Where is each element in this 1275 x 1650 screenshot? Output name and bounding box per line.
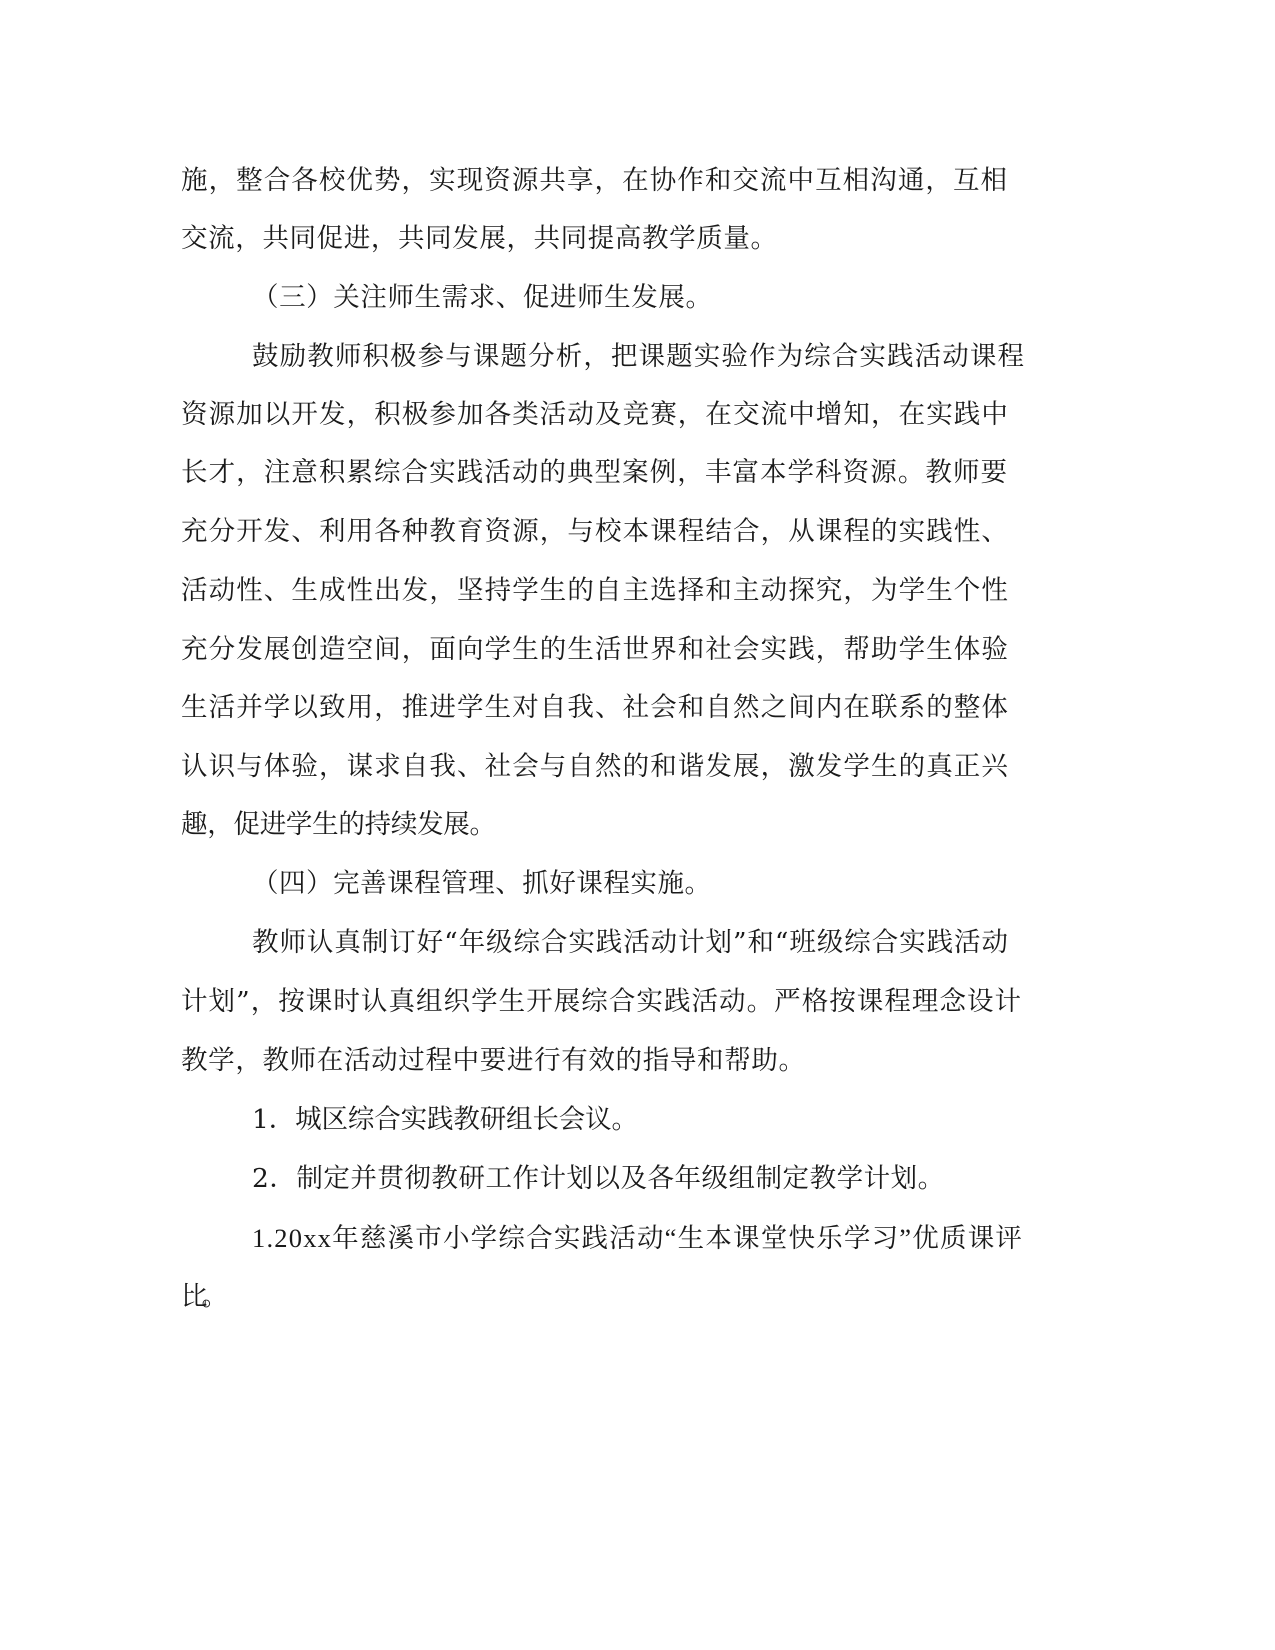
body-line-4: 鼓励教师积极参与课题分析，把课题实验作为综合实践活动课程 — [252, 341, 1026, 372]
body-line-15: 计划”，按课时认真组织学生开展综合实践活动。严格按课程理念设计 — [181, 986, 1023, 1017]
section-heading-3: （三）关注师生需求、促进师生发展。 — [252, 282, 713, 313]
body-line-7: 充分开发、利用各种教育资源，与校本课程结合，从课程的实践性、 — [181, 516, 1009, 547]
body-line-9: 充分发展创造空间，面向学生的生活世界和社会实践，帮助学生体验 — [181, 634, 1009, 665]
list-item-2: 2．制定并贯彻教研工作计划以及各年级组制定教学计划。 — [252, 1163, 945, 1194]
body-line-16: 教学，教师在活动过程中要进行有效的指导和帮助。 — [181, 1045, 806, 1076]
body-line-1: 施，整合各校优势，实现资源共享，在协作和交流中互相沟通，互相 — [181, 165, 1009, 196]
section-heading-4: （四）完善课程管理、抓好课程实施。 — [252, 868, 712, 899]
body-line-12: 趣，促进学生的持续发展。 — [181, 809, 496, 840]
body-line-14: 教师认真制订好“年级综合实践活动计划”和“班级综合实践活动 — [252, 927, 1009, 958]
body-line-2: 交流，共同促进，共同发展，共同提高教学质量。 — [181, 223, 778, 254]
body-line-5: 资源加以开发，积极参加各类活动及竞赛，在交流中增知，在实践中 — [181, 399, 1009, 430]
list-item-1: 1．城区综合实践教研组长会议。 — [252, 1104, 638, 1135]
body-line-10: 生活并学以致用，推进学生对自我、社会和自然之间内在联系的整体 — [181, 692, 1009, 723]
list-item-3: 1.20xx年慈溪市小学综合实践活动“生本课堂快乐学习”优质课评 — [252, 1223, 1024, 1253]
body-line-6: 长才，注意积累综合实践活动的典型案例，丰富本学科资源。教师要 — [181, 457, 1009, 488]
body-line-20: 比。 — [181, 1281, 222, 1312]
body-line-8: 活动性、生成性出发，坚持学生的自主选择和主动探究，为学生个性 — [181, 575, 1009, 606]
body-line-11: 认识与体验，谋求自我、社会与自然的和谐发展，激发学生的真正兴 — [181, 751, 1009, 782]
